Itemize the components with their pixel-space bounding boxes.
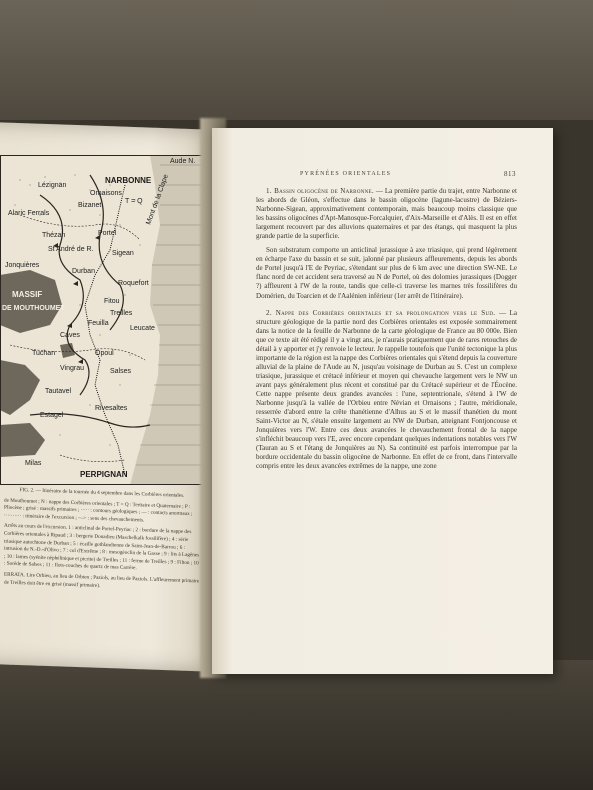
map-label-ornaisons: Ornaisons [90, 190, 122, 197]
caption-title: FIG. 2. — Itinéraire de la tournée du 4 septembre dans les Corbières orientales. [19, 487, 185, 499]
map-label-milas: Milas [25, 460, 42, 467]
caption-errata: ERRATA. Lire Orbieu, au lieu de Orbien ; Paziols, au lieu de Paziols. L'affleurement primaire de Treilles doit être en grisé (massif primaire). [4, 571, 200, 589]
map-label-lezignan: Lézignan [38, 182, 67, 189]
geological-map [0, 155, 205, 485]
map-label-caves: Caves [60, 332, 80, 339]
section-2-heading: 2. Nappe des Corbières orientales et sa prolongation vers le Sud. [266, 308, 496, 317]
section-2-text-1: — La structure géologique de la partie nord des Corbières orientales est exposée sommairement dans la notice de la feuille de Narbonne de la carte géologique de France au 80 000e. Bien que ce texte ait été rédigé il y a vingt ans, je n'aurais pratiquement que de rares retouches de détail à y apporter et j'y renvoie le lecteur. Je rappelle toutefois que l'unité tectonique la plus importante de la région est la nappe des Corbières orientales qui s'étend depuis la couverture alluvial de la plaine de l'Aude au N, jusqu'au voisinage de Durban au S. C'est un complexe triasique, jurassique et crétacé inférieur et moyen qui chevauche largement vers le NW un avant pays généralement plus récent et constitué par du Crétacé supérieur et de l'Éocène. Cette nappe présente deux grandes avancées : l'une, septentrionale, s'étend à l'W de Narbonne jusqu'à la vallée de l'Orbieu entre Névian et Ornaisons ; l'autre, méridionale, resserrée d'abord entre la crête thanétienne d'Alhus au S et le massif thanétien du mont Saint-Victor au N, s'étale ensuite largement au NW de Durban, atteignant Fontjoncouse et Jonquières vers l'W. Entre ces deux avancées le chevauchement frontal de la nappe s'infléchit beaucoup vers l'E, avec encore cependant quelques indentations notables vers l'W (Tauran au S et l'étang de Jonquières au N). Sa continuité est parfois interrompue par la bordure occidentale du bassin oligocène de Narbonne. En effet de ce front, dans l'intervalle compris entre les deux avancées extrêmes de la nappe, une zone [256, 308, 517, 471]
map-label-tq: T = Q [125, 198, 143, 205]
map-label-montagne: Mont de la Clape [145, 173, 170, 226]
map-label-leucate: Leucate [130, 325, 155, 332]
section-1-paragraph-1 [256, 187, 517, 241]
section-1-heading: 1. Bassin oligocène de Narbonne. [266, 187, 374, 195]
map-label-estagel: Estagel [40, 412, 64, 419]
map-label-tuchan: Tuchan [32, 350, 56, 357]
page-number: 813 [504, 170, 516, 178]
map-label-bizanet: Bizanet [78, 202, 102, 209]
map-label-mouthoumet: DE MOUTHOUMET [2, 305, 65, 312]
figure-caption [4, 487, 200, 597]
map-label-roquefort: Roquefort [118, 280, 149, 287]
map-label-rivesaltes: Rivesaltes [95, 405, 128, 412]
section-1-paragraph-2: Son substratum comporte un anticlinal jurassique à axe triasique, qui prend légèrement en écharpe l'axe du bassin et se suit, jalonné par plusieurs affleurements, depuis les abords de Portel jusqu'à l'E de Peyriac, s'étendant sur plus de 6 km avec une direction SW-NE. Le flanc nord de cet accident sera traversé au N de Portel, où des dolomies jurassiques (Dogger ?) affleurent à l'W de la route, tandis que celle-ci traverse les marnes très fossilifères du Domérien, du Toarcien et de l'Aalénien inférieur (1er arrêt de l'itinéraire). [256, 246, 517, 300]
background-bottom [0, 660, 593, 790]
caption-stops: Arrêts au cours de l'excursion. 1 : anticlinal de Portel-Peyriac ; 2 : bordure de la nappe des Corbières orientales à Ripaud ; 3 : bergerie Donadieu (Maschelkalk fossilifère) ; 4 : série triasique autochtone de Durban ; 5 : écaille gothlandienne de Saint-Jean-de-Barrou ; 6 : intrusion de N.-D.-d'Olivo ; 7 : col d'Extrême ; 8 : mesogéoclin de la Gasse ; 9 : lits à Lagènes ; 10 : lames (syénite néphélinique et picrite) de Treilles ; 11 : ferme de Treilles ; 9 : Filton ; 10 : Sorède de Salses ; 11 : Ilots-couches de quartz de mas Carrère. [4, 522, 200, 572]
map-label-treilles: Treilles [110, 310, 133, 317]
map-label-tautavel: Tautavel [45, 388, 72, 395]
background-top [0, 0, 593, 120]
section-2-paragraph-1 [256, 309, 517, 472]
caption-legend: de Mouthoumet ; N : nappe des Corbières orientales ; T = Q : Tertiaire et Quaternaire ; P : Pliocène ; grisé : massifs primaires ; ····· : contours géologiques ; — : contacts anormaux ; ·········· : itinéraire de l'excursion ; —> : sens des chevauchements. [4, 497, 193, 524]
map-label-perpignan: PERPIGNAN [80, 470, 128, 479]
map-label-aude: Aude N. [170, 158, 196, 165]
map-label-opoul: Opoul [95, 350, 114, 357]
map-label-portel: Portel [98, 230, 117, 237]
map-label-sigean: Sigean [112, 250, 134, 257]
map-label-durban: Durban [72, 268, 95, 275]
map-label-jonquieres: Jonquières [5, 262, 40, 269]
map-label-salses: Salses [110, 368, 132, 375]
map-label-vingrau: Vingrau [60, 365, 85, 372]
map-label-thezan: Thézan [42, 232, 66, 239]
body-text [256, 187, 517, 476]
map-label-massif: MASSIF [12, 290, 43, 299]
map-label-narbonne: NARBONNE [105, 176, 152, 185]
map-label-st-andre: St André de R. [48, 246, 94, 253]
map-label-alaric: Alaric Ferrals [8, 210, 50, 217]
section-1-text-1: — La première partie du trajet, entre Narbonne et les abords de Gléon, s'effectue dans le bassin oligocène (lagune-lacustre) de Béziers-Narbonne-Sigean, approximativement contemporain, mais beaucoup moins classique que les bassins oligocènes d'Apt-Manosque-Forcalquier, d'Aix-Marseille et d'Alès. Il est en effet largement recouvert par des alluvions quaternaires et par des étangs, qui masquent la plus grande partie de la superficie. [256, 187, 517, 241]
running-header-title: PYRÉNÉES ORIENTALES [300, 171, 392, 177]
map-label-feuilla: Feuilla [88, 320, 109, 327]
map-label-fitou: Fitou [104, 298, 120, 305]
